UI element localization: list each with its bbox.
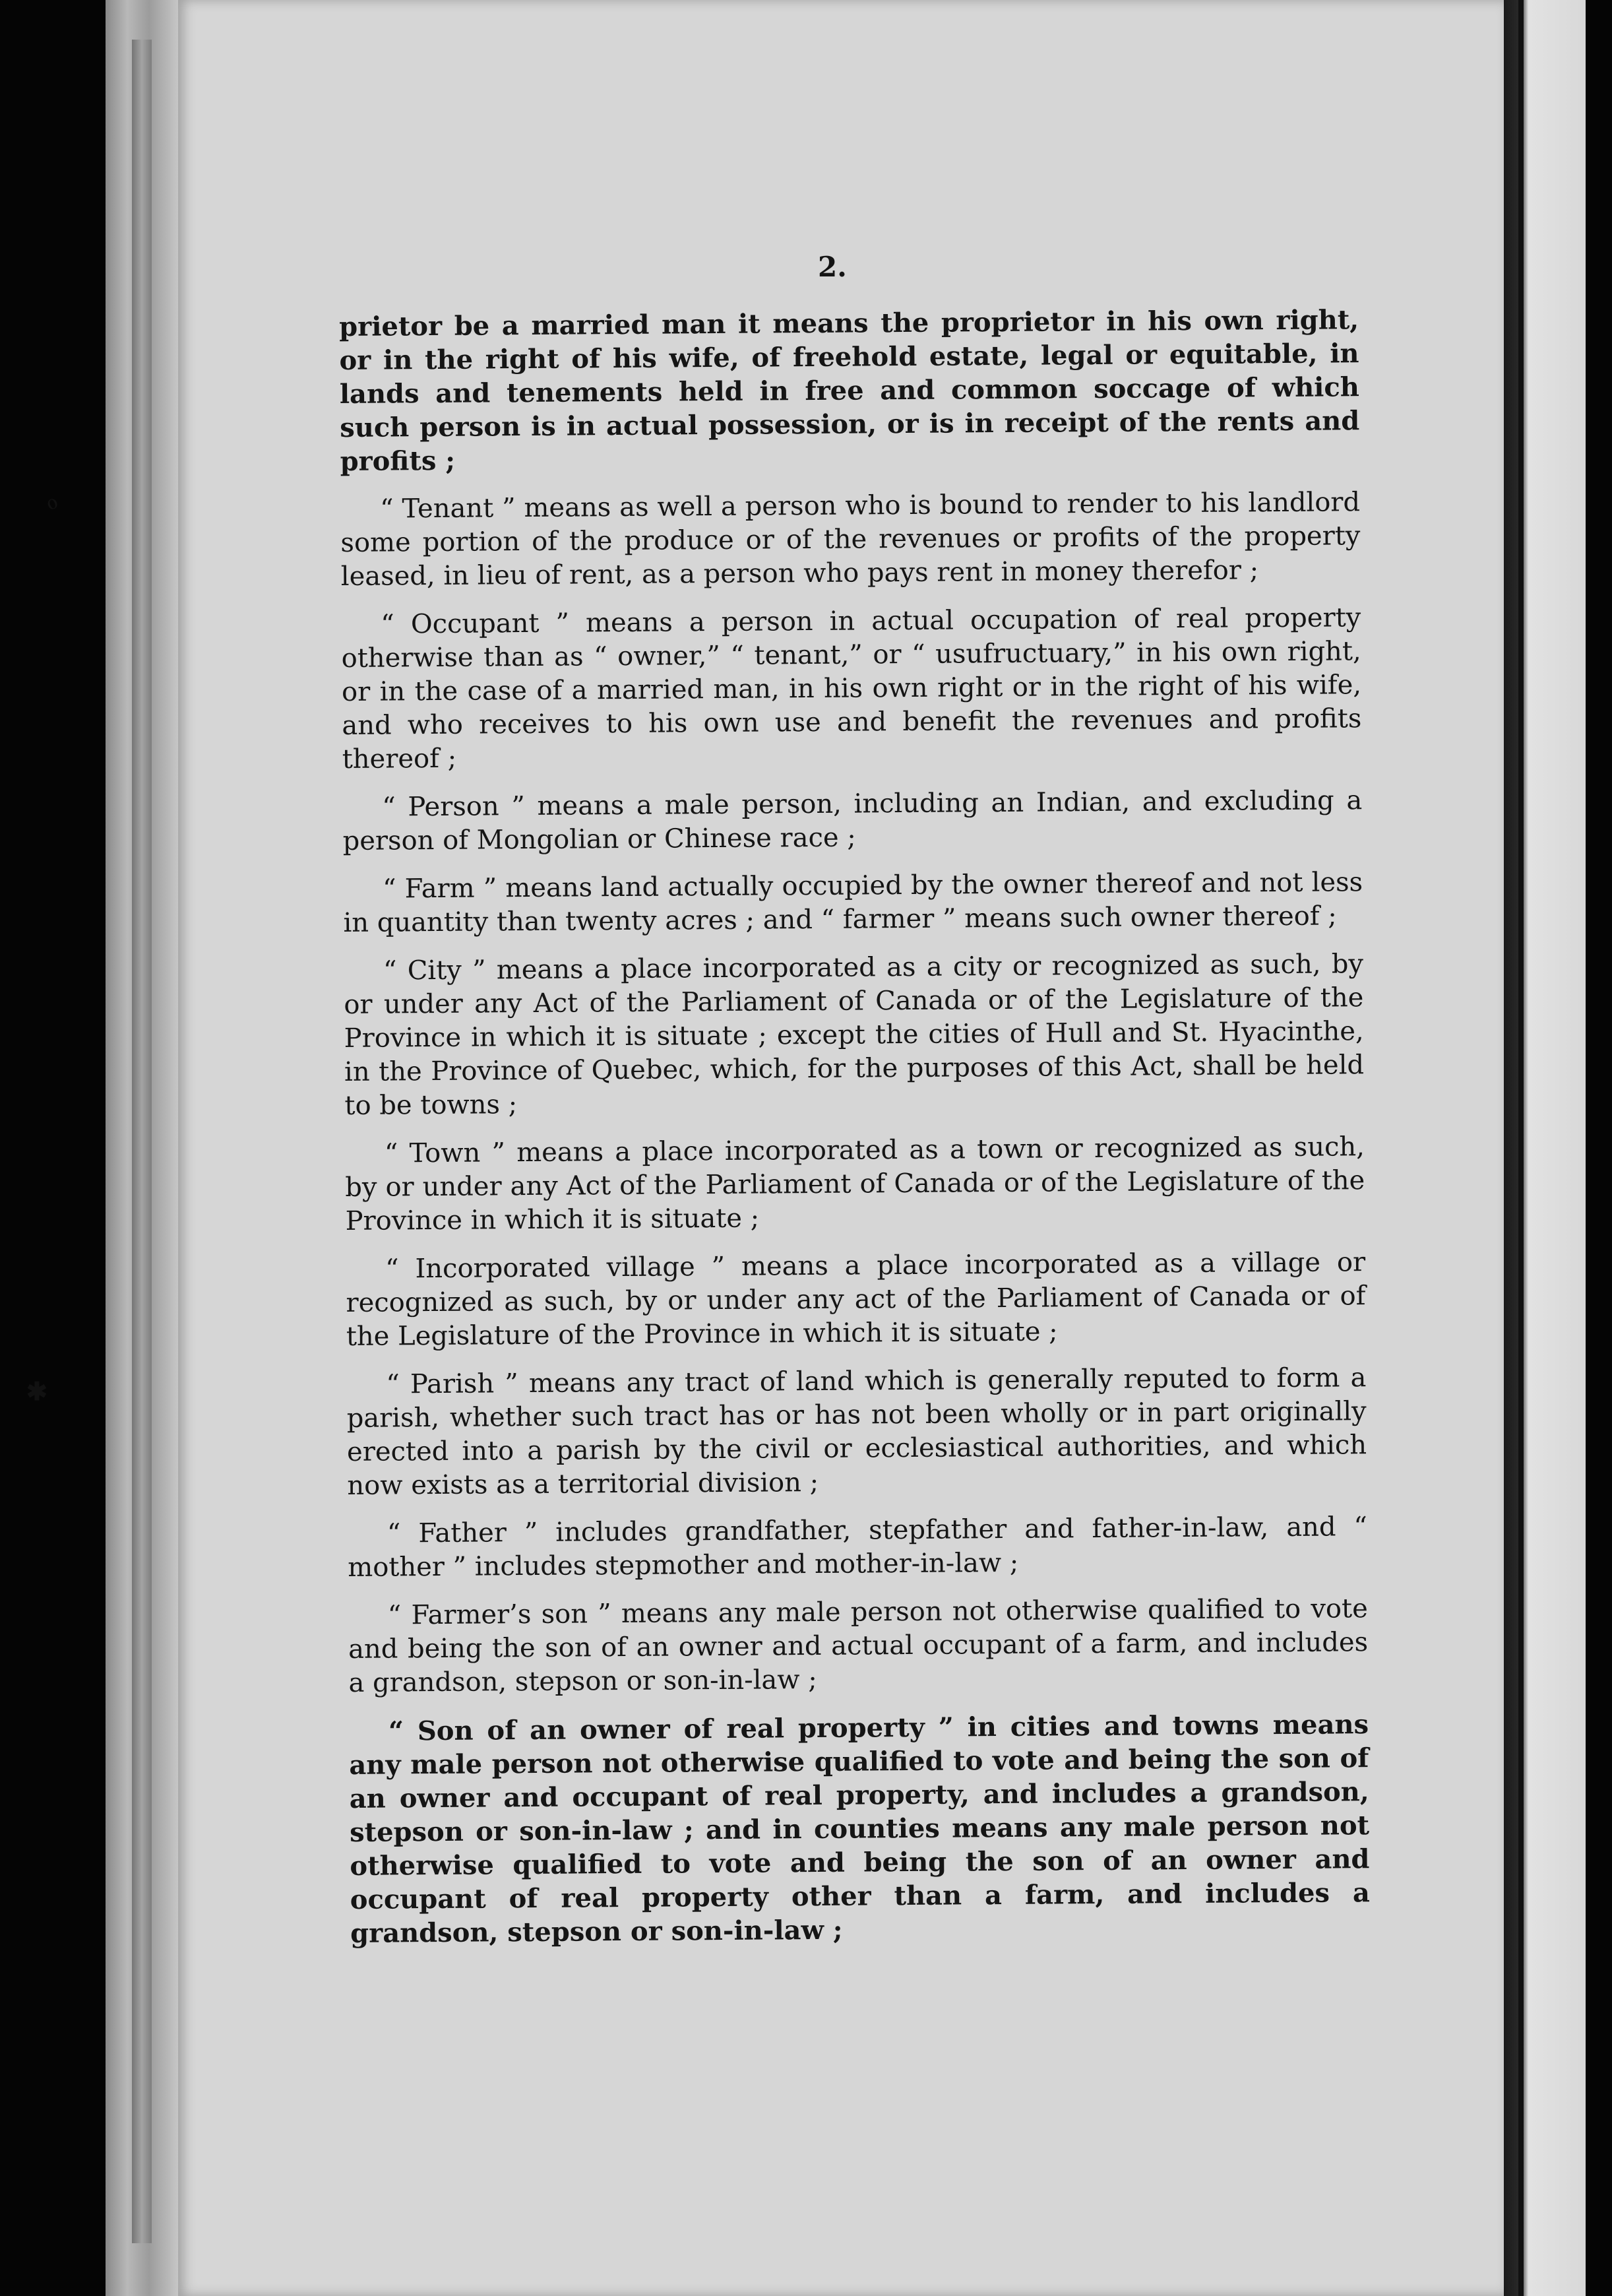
- paragraph-parish: “ Parish ” means any tract of land which is generally reputed to form a parish, whether such tract has or has not been wholly or in part originally erected into a parish by the civil or ecclesiastical authorities, and which now exists as a territorial division ;: [346, 1362, 1367, 1501]
- paragraph-farmers-son: “ Farmer’s son ” means any male person not otherwise qualified to vote and being the son of an owner and actual occupant of a farm, and includes a grandson, stepson or son-in-law ;: [348, 1593, 1369, 1698]
- paragraph-incorporated-village: “ Incorporated village ” means a place incorporated as a village or recognized as such, by or under any act of the Parliament of Canada or of the Legislature of the Province in which it is situate ;: [346, 1247, 1366, 1352]
- paragraph-father: “ Father ” includes grandfather, stepfather and father-in-law, and “ mother ” includes stepmother and mother-in-law ;: [348, 1512, 1368, 1583]
- paragraph-town: “ Town ” means a place incorporated as a town or recognized as such, by or under any Act of the Parliament of Canada or of the Legislature of the Province in which it is situate ;: [345, 1132, 1365, 1236]
- page-edge-right: [1504, 0, 1586, 2296]
- paragraph-person: “ Person ” means a male person, including an Indian, and excluding a person of Mongolian or Chinese race ;: [342, 785, 1363, 856]
- back-page-shadow-strip: [132, 40, 152, 2243]
- scan-margin-right: [1586, 0, 1612, 2296]
- page-gutter-line: [1518, 0, 1524, 2296]
- paragraph-tenant: “ Tenant ” means as well a person who is bound to render to his landlord some portion of the produce or of the revenues or profits of the property leased, in lieu of rent, as a person who pays rent in money therefor ;: [340, 487, 1361, 592]
- paragraph-proprietor: prietor be a married man it means the proprietor in his own right, or in the right of his wife, of freehold estate, legal or equitable, in lands and tenements held in free and common soccage of which such person is in actual possession, or is in receipt of the rents and profits ;: [339, 304, 1360, 477]
- stray-mark-icon: ℴ: [38, 485, 63, 517]
- page-number: 2.: [818, 251, 847, 283]
- stray-mark-icon: ✱: [26, 1376, 47, 1406]
- paragraph-city: “ City ” means a place incorporated as a city or recognized as such, by or under any Act of the Parliament of Canada or of the Legislature of the Province in which it is situate ; except the cities of Hull and St. Hyacinthe, in the Province of Quebec, which, for the purposes of this Act, shall be held to be towns ;: [344, 949, 1365, 1121]
- document-body: [339, 303, 1370, 1965]
- paragraph-son-of-owner: “ Son of an owner of real property ” in cities and towns means any male person not otherwise qualified to vote and being the son of an owner and occupant of real property, and includes a grandson, stepson or son-in-law ; and in counties means any male person not otherwise qualified to vote and being the son of an owner and occupant of real property other than a farm, and includes a grandson, stepson or son-in-law ;: [349, 1709, 1370, 1949]
- paragraph-occupant: “ Occupant ” means a person in actual occupation of real property otherwise than as “ owner,” “ tenant,” or “ usufructuary,” in his own right, or in the case of a married man, in his own right or in the right of his wife, and who receives to his own use and benefit the revenues and profits thereof ;: [341, 602, 1362, 775]
- paragraph-farm: “ Farm ” means land actually occupied by the owner thereof and not less in quantity than twenty acres ; and “ farmer ” means such owner thereof ;: [343, 867, 1363, 938]
- scan-margin-left: [0, 0, 106, 2296]
